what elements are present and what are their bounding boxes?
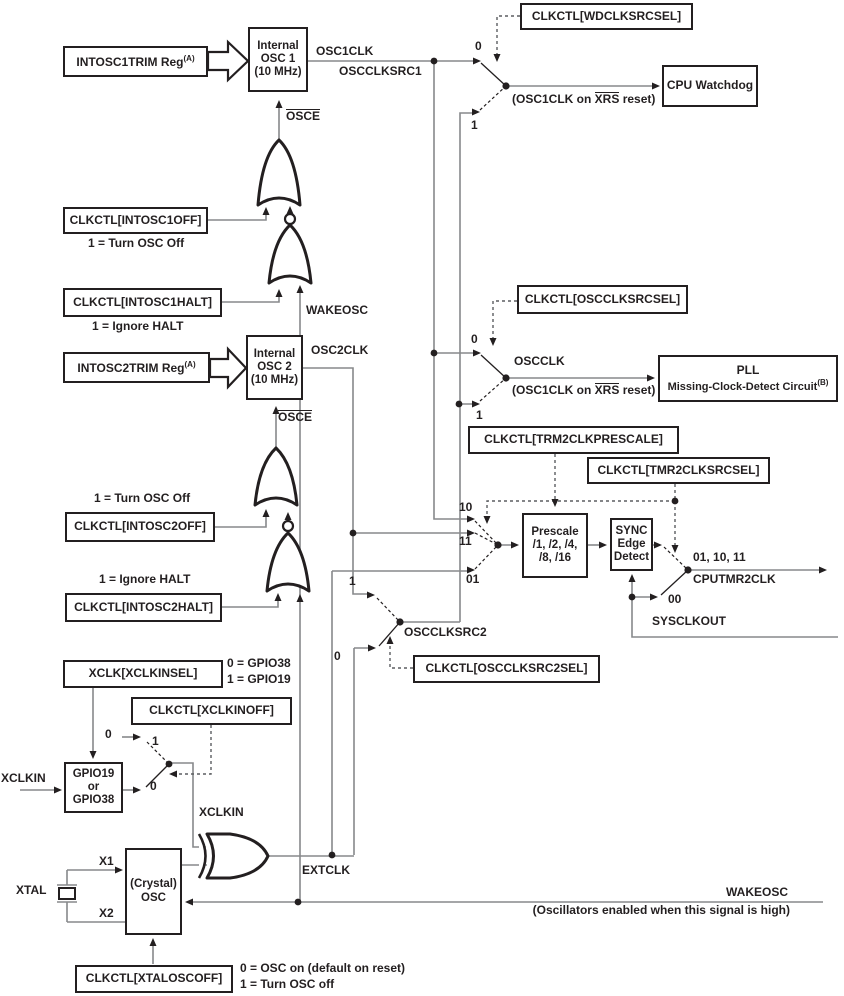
xclk-mux-const0-label: 0 — [105, 727, 112, 741]
oscclksrc1-label: OSCCLKSRC1 — [339, 64, 422, 78]
clkctl-xtaloscoff-box: CLKCTL[XTALOSCOFF] — [75, 965, 233, 993]
arm-oscclk-1 — [480, 378, 506, 401]
clkctl-wdclksrcsel-box: CLKCTL[WDCLKSRCSEL] — [520, 3, 693, 30]
src2-mux-0-label: 0 — [334, 649, 341, 663]
wire-sysclkout — [632, 577, 838, 637]
x1-label: X1 — [99, 854, 114, 868]
prescale-box: Prescale /1, /2, /4, /8, /16 — [522, 513, 588, 578]
oscclk-mux-0-label: 0 — [471, 332, 478, 346]
sync-edge-detect-box: SYNC Edge Detect — [610, 518, 653, 571]
clkctl-intosc2off-box: CLKCTL[INTOSC2OFF] — [65, 512, 215, 542]
xclk-xclkinsel-box: XCLK[XCLKINSEL] — [63, 660, 223, 688]
intosc1halt-note: 1 = Ignore HALT — [92, 319, 184, 333]
wd-mux-0-label: 0 — [475, 39, 482, 53]
xtal-label: XTAL — [16, 883, 47, 897]
intosc2trim-label: INTOSC2TRIM Reg$^{(A)}$ — [77, 359, 196, 375]
crystal-osc-box: (Crystal) OSC — [125, 848, 182, 935]
or-gate-osc2-off — [255, 448, 297, 505]
xclkinsel-note-0: 0 = GPIO38 — [227, 656, 291, 670]
wakeosc-gate-label: WAKEOSC — [306, 303, 369, 317]
or-gate-osc1-off — [258, 140, 300, 205]
xclkin-input-label: XCLKIN — [1, 771, 46, 785]
sysclkout-label: SYSCLKOUT — [652, 614, 727, 628]
intosc2trim-reg-box — [63, 352, 210, 383]
xclkin-mid-label: XCLKIN — [199, 805, 244, 819]
osc1clk-label: OSC1CLK — [316, 44, 374, 58]
oscclk-mux-1-label: 1 — [476, 408, 483, 422]
wakeosc-right-label: WAKEOSC — [725, 885, 788, 899]
cputmr2-mux-00-label: 00 — [668, 592, 682, 606]
arm-wd-1 — [480, 86, 506, 110]
arm-prescale-01 — [475, 545, 498, 569]
intosc1trim-label: INTOSC1TRIM Reg$^{(A)}$ — [76, 53, 195, 69]
wire-osc2clk — [303, 368, 371, 594]
intosc2off-note: 1 = Turn OSC Off — [94, 491, 191, 505]
wire-intosc1halt-to-gate — [222, 292, 279, 302]
nor-gate-osc1-halt — [269, 225, 311, 283]
src2-mux-1-label: 1 — [349, 574, 356, 588]
xtaloscoff-note-0: 0 = OSC on (default on reset) — [240, 961, 406, 975]
intosc2halt-note: 1 = Ignore HALT — [99, 572, 191, 586]
osce2-label: OSCE — [278, 410, 313, 424]
select-oscclksrc2sel — [390, 640, 413, 668]
cputmr2clk-label: CPUTMR2CLK — [693, 572, 776, 586]
xclk-mux-0-label: 0 — [150, 779, 157, 793]
xtaloscoff-note-1: 1 = Turn OSC off — [240, 977, 335, 991]
crystal-body — [59, 888, 75, 899]
clkctl-oscclksrcsel-box: CLKCTL[OSCCLKSRCSEL] — [517, 285, 688, 314]
clkctl-trm2clkprescale-box: CLKCTL[TRM2CLKPRESCALE] — [468, 426, 679, 454]
wire-intosc2off-to-gate — [215, 512, 266, 527]
clkctl-tmr2clksrcsel-box: CLKCTL[TMR2CLKSRCSEL] — [587, 457, 770, 484]
clkctl-xclkinoff-box: CLKCTL[XCLKINOFF] — [131, 697, 292, 725]
nor-gate-osc2-halt — [267, 533, 309, 591]
arm-oscclk-0 — [481, 355, 506, 378]
pll-missing-clock-detect-box: PLL Missing-Clock-Detect Circuit$^{(B)}$ — [658, 355, 838, 402]
wakeosc-note: (Oscillators enabled when this signal is high) — [532, 903, 790, 917]
clkctl-oscclksrc2sel-box: CLKCTL[OSCCLKSRC2SEL] — [413, 655, 600, 683]
pll-line2: Missing-Clock-Detect Circuit$^{(B)}$ — [667, 377, 829, 393]
wire-intosc1off-to-gate — [208, 210, 266, 220]
xor-gate-body — [207, 834, 268, 878]
clkctl-intosc1off-box: CLKCTL[INTOSC1OFF] — [63, 207, 208, 234]
wd-mux-1-label: 1 — [471, 118, 478, 132]
select-wdclksrcsel — [497, 16, 520, 58]
gpio-mux-box: GPIO19 or GPIO38 — [64, 762, 123, 813]
osc2clk-label: OSC2CLK — [311, 343, 369, 357]
bubble-osc2 — [283, 521, 293, 531]
block-arrow-trim2 — [210, 349, 246, 387]
prescale-mux-10-label: 10 — [459, 500, 473, 514]
internal-osc2-box: Internal OSC 2 (10 MHz) — [246, 335, 303, 400]
clkctl-intosc2halt-box: CLKCTL[INTOSC2HALT] — [65, 593, 222, 622]
arm-prescale-10 — [475, 521, 498, 545]
xor-gate-back — [199, 834, 206, 878]
clkctl-intosc1halt-box: CLKCTL[INTOSC1HALT] — [63, 288, 222, 317]
wire-extclk-to-0 — [354, 648, 372, 855]
crystal-symbol — [59, 888, 75, 899]
intosc1trim-reg-box — [63, 46, 208, 77]
arm-prescale-11 — [475, 533, 498, 545]
cputmr2-sel-label: 01, 10, 11 — [693, 550, 746, 564]
cpu-watchdog-box: CPU Watchdog — [662, 65, 758, 107]
block-arrows — [208, 42, 248, 387]
xclkinsel-note-1: 1 = GPIO19 — [227, 672, 291, 686]
osce1-label: OSCE — [286, 109, 321, 123]
extclk-label: EXTCLK — [302, 863, 350, 877]
oscclksrc2-label: OSCCLKSRC2 — [404, 625, 487, 639]
block-arrow-trim1 — [208, 42, 248, 80]
wire-osc1clk-bus — [434, 61, 471, 519]
intosc1off-note: 1 = Turn OSC Off — [88, 236, 185, 250]
internal-osc1-box: Internal OSC 1 (10 MHz) — [248, 27, 308, 92]
wd-mux-caption: (OSC1CLK on XRS reset) — [512, 92, 656, 106]
bubble-osc1 — [285, 214, 295, 224]
select-xclkinoff — [172, 725, 211, 774]
arrowheads-down — [90, 54, 682, 759]
arm-wd-0 — [481, 63, 506, 86]
oscclk-label: OSCCLK — [514, 354, 565, 368]
arm-src2-1 — [377, 598, 400, 622]
select-oscclksrcsel — [493, 301, 517, 342]
wire-intosc2halt-to-gate — [222, 597, 278, 607]
oscclk-mux-caption: (OSC1CLK on XRS reset) — [512, 383, 656, 397]
prescale-mux-01-label: 01 — [466, 572, 480, 586]
logic-gates — [199, 140, 311, 878]
xclk-mux-1-label: 1 — [152, 734, 159, 748]
prescale-mux-11-label: 11 — [459, 534, 472, 548]
x2-label: X2 — [99, 906, 114, 920]
wire-extclk-to-01 — [332, 571, 471, 855]
